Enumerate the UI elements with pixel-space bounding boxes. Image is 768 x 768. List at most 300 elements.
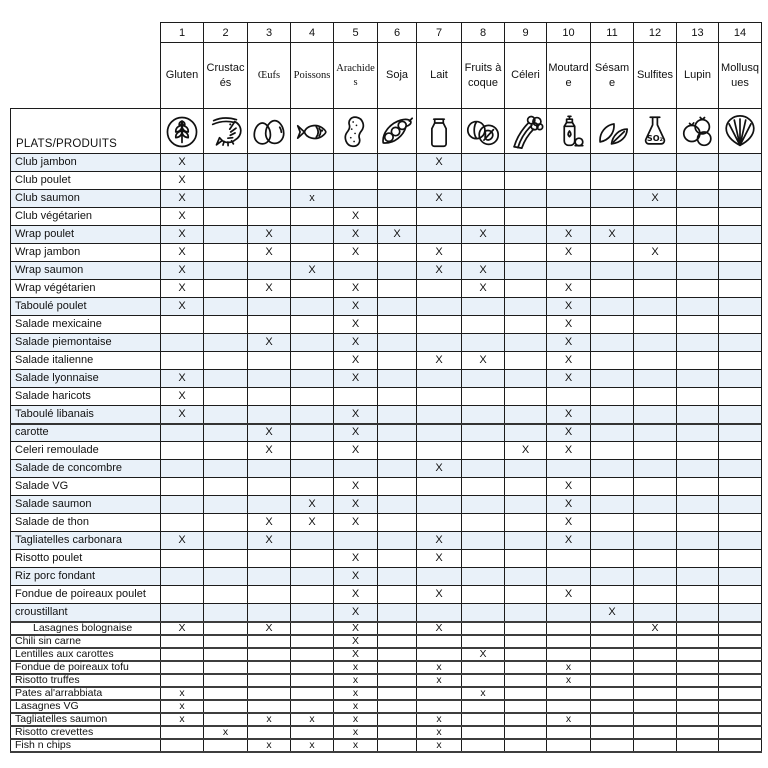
dish-name: Risotto poulet (11, 550, 161, 568)
allergen-cell-3 (248, 550, 291, 568)
allergen-cell-4 (291, 226, 334, 244)
allergen-cell-10 (547, 190, 591, 208)
allergen-cell-9 (505, 352, 547, 370)
allergen-col-10-number: 10 (547, 23, 591, 43)
allergen-cell-14 (719, 190, 762, 208)
allergen-cell-11 (591, 244, 634, 262)
allergen-cell-8 (462, 496, 505, 514)
allergen-cell-13 (677, 622, 719, 635)
allergen-cell-11 (591, 280, 634, 298)
peanut-icon (334, 109, 378, 154)
allergen-cell-13 (677, 687, 719, 700)
allergen-cell-1 (161, 648, 204, 661)
allergen-cell-1 (161, 496, 204, 514)
allergen-mark-5: X (334, 370, 378, 388)
allergen-mark-1: X (161, 262, 204, 280)
allergen-cell-6 (378, 478, 417, 496)
allergen-mark-5: x (334, 700, 378, 713)
allergen-mark-5: X (334, 244, 378, 262)
allergen-mark-4: X (291, 496, 334, 514)
allergen-cell-14 (719, 262, 762, 280)
table-corner-blank (11, 23, 161, 109)
allergen-cell-11 (591, 478, 634, 496)
allergen-mark-7: X (417, 244, 462, 262)
dish-name: Club végétarien (11, 208, 161, 226)
allergen-col-5-label: Arachides (334, 43, 378, 109)
allergen-mark-5: X (334, 604, 378, 622)
allergen-cell-9 (505, 604, 547, 622)
allergen-cell-10 (547, 687, 591, 700)
allergen-mark-5: X (334, 298, 378, 316)
allergen-cell-9 (505, 280, 547, 298)
allergen-cell-5 (334, 262, 378, 280)
dish-name: Taboulé poulet (11, 298, 161, 316)
allergen-cell-1 (161, 635, 204, 648)
allergen-cell-6 (378, 604, 417, 622)
allergen-cell-5 (334, 154, 378, 172)
allergen-cell-2 (204, 661, 248, 674)
dish-row (11, 622, 762, 635)
allergen-cell-3 (248, 262, 291, 280)
allergen-cell-2 (204, 568, 248, 586)
allergen-cell-11 (591, 388, 634, 406)
allergen-cell-1 (161, 514, 204, 532)
allergen-mark-10: X (547, 532, 591, 550)
allergen-mark-3: X (248, 334, 291, 352)
allergen-cell-9 (505, 586, 547, 604)
allergen-cell-13 (677, 604, 719, 622)
allergen-cell-9 (505, 635, 547, 648)
allergen-mark-1: x (161, 700, 204, 713)
allergen-cell-4 (291, 334, 334, 352)
allergen-mark-4: x (291, 739, 334, 752)
allergen-cell-4 (291, 352, 334, 370)
allergen-cell-12 (634, 604, 677, 622)
allergen-cell-8 (462, 604, 505, 622)
allergen-cell-4 (291, 460, 334, 478)
allergen-cell-12 (634, 226, 677, 244)
allergen-cell-7 (417, 635, 462, 648)
allergen-cell-4 (291, 661, 334, 674)
allergen-cell-13 (677, 370, 719, 388)
dish-name: Wrap saumon (11, 262, 161, 280)
allergen-col-6-number: 6 (378, 23, 417, 43)
allergen-cell-11 (591, 316, 634, 334)
allergen-cell-6 (378, 635, 417, 648)
allergen-cell-4 (291, 604, 334, 622)
allergen-cell-10 (547, 154, 591, 172)
allergen-cell-6 (378, 622, 417, 635)
allergen-cell-14 (719, 406, 762, 424)
allergen-cell-4 (291, 442, 334, 460)
allergen-col-9-number: 9 (505, 23, 547, 43)
allergen-cell-5 (334, 190, 378, 208)
allergen-cell-2 (204, 604, 248, 622)
allergen-cell-9 (505, 226, 547, 244)
allergen-col-4-number: 4 (291, 23, 334, 43)
allergen-mark-10: X (547, 424, 591, 442)
allergen-cell-14 (719, 460, 762, 478)
allergen-cell-2 (204, 460, 248, 478)
allergen-col-4-label: Poissons (291, 43, 334, 109)
allergen-col-10-label: Moutarde (547, 43, 591, 109)
allergen-mark-5: X (334, 550, 378, 568)
dish-row (11, 208, 762, 226)
allergen-mark-2: x (204, 726, 248, 739)
dish-row (11, 406, 762, 424)
allergen-cell-13 (677, 739, 719, 752)
allergen-cell-3 (248, 208, 291, 226)
allergen-mark-1: X (161, 208, 204, 226)
allergen-cell-7 (417, 172, 462, 190)
allergen-cell-2 (204, 478, 248, 496)
allergen-cell-2 (204, 700, 248, 713)
allergen-cell-2 (204, 226, 248, 244)
allergen-cell-11 (591, 370, 634, 388)
allergen-cell-12 (634, 635, 677, 648)
allergen-cell-2 (204, 532, 248, 550)
allergen-cell-8 (462, 661, 505, 674)
allergen-cell-13 (677, 406, 719, 424)
allergen-mark-8: X (462, 226, 505, 244)
dish-row (11, 739, 762, 752)
allergen-cell-7 (417, 648, 462, 661)
allergen-cell-1 (161, 316, 204, 334)
allergen-col-6-label: Soja (378, 43, 417, 109)
allergen-mark-10: X (547, 442, 591, 460)
allergen-cell-13 (677, 568, 719, 586)
allergen-cell-2 (204, 496, 248, 514)
allergen-cell-9 (505, 460, 547, 478)
allergen-cell-12 (634, 406, 677, 424)
allergen-cell-2 (204, 352, 248, 370)
allergen-cell-7 (417, 316, 462, 334)
allergen-cell-11 (591, 586, 634, 604)
allergen-cell-13 (677, 244, 719, 262)
allergen-cell-9 (505, 514, 547, 532)
allergen-cell-11 (591, 262, 634, 280)
allergen-mark-4: x (291, 713, 334, 726)
allergen-cell-7 (417, 700, 462, 713)
soybean-pod-icon (378, 109, 417, 154)
allergen-cell-12 (634, 334, 677, 352)
allergen-mark-1: X (161, 388, 204, 406)
allergen-cell-2 (204, 406, 248, 424)
allergen-cell-1 (161, 442, 204, 460)
allergen-cell-6 (378, 713, 417, 726)
dish-row (11, 334, 762, 352)
allergen-col-3-number: 3 (248, 23, 291, 43)
dish-row (11, 586, 762, 604)
allergen-cell-12 (634, 478, 677, 496)
allergen-mark-10: X (547, 586, 591, 604)
allergen-cell-10 (547, 726, 591, 739)
allergen-cell-6 (378, 442, 417, 460)
header-numbers-row (11, 23, 762, 43)
allergen-cell-13 (677, 496, 719, 514)
allergen-cell-6 (378, 262, 417, 280)
dish-name: Lasagnes bolognaise (11, 622, 161, 635)
allergen-cell-7 (417, 478, 462, 496)
allergen-cell-1 (161, 550, 204, 568)
dish-row (11, 460, 762, 478)
allergen-cell-14 (719, 648, 762, 661)
allergen-mark-1: x (161, 713, 204, 726)
allergen-cell-12 (634, 661, 677, 674)
allergen-cell-9 (505, 244, 547, 262)
allergen-cell-14 (719, 208, 762, 226)
milk-bottle-icon (417, 109, 462, 154)
allergen-col-14-label: Mollusques (719, 43, 762, 109)
allergen-cell-7 (417, 298, 462, 316)
dish-row (11, 316, 762, 334)
allergen-cell-1 (161, 460, 204, 478)
allergen-cell-3 (248, 406, 291, 424)
allergen-cell-12 (634, 172, 677, 190)
allergen-cell-14 (719, 478, 762, 496)
allergen-mark-10: X (547, 226, 591, 244)
allergen-cell-8 (462, 388, 505, 406)
allergen-mark-1: X (161, 244, 204, 262)
allergen-mark-1: X (161, 280, 204, 298)
allergen-cell-4 (291, 648, 334, 661)
allergen-cell-8 (462, 442, 505, 460)
allergen-cell-9 (505, 478, 547, 496)
allergen-cell-4 (291, 687, 334, 700)
allergen-cell-2 (204, 635, 248, 648)
allergen-cell-6 (378, 334, 417, 352)
dish-name: Celeri remoulade (11, 442, 161, 460)
allergen-mark-11: X (591, 226, 634, 244)
dish-row (11, 648, 762, 661)
allergen-cell-12 (634, 370, 677, 388)
allergen-mark-3: X (248, 622, 291, 635)
allergen-mark-10: X (547, 496, 591, 514)
dish-name: Salade piemontaise (11, 334, 161, 352)
allergen-cell-3 (248, 635, 291, 648)
allergen-cell-3 (248, 604, 291, 622)
dish-row (11, 244, 762, 262)
allergen-cell-11 (591, 406, 634, 424)
allergen-cell-8 (462, 586, 505, 604)
allergen-cell-6 (378, 687, 417, 700)
allergen-cell-13 (677, 352, 719, 370)
allergen-cell-12 (634, 674, 677, 687)
allergen-mark-7: X (417, 460, 462, 478)
allergen-cell-2 (204, 262, 248, 280)
allergen-cell-2 (204, 687, 248, 700)
dish-name: Salade de thon (11, 514, 161, 532)
allergen-mark-8: x (462, 687, 505, 700)
allergen-cell-4 (291, 478, 334, 496)
allergen-cell-6 (378, 700, 417, 713)
allergen-cell-8 (462, 208, 505, 226)
allergen-cell-13 (677, 478, 719, 496)
allergen-cell-8 (462, 635, 505, 648)
allergen-cell-11 (591, 532, 634, 550)
allergen-cell-2 (204, 586, 248, 604)
allergen-cell-13 (677, 190, 719, 208)
allergen-cell-10 (547, 622, 591, 635)
allergen-cell-14 (719, 622, 762, 635)
allergen-cell-5 (334, 532, 378, 550)
allergen-cell-4 (291, 370, 334, 388)
allergen-cell-1 (161, 352, 204, 370)
allergen-cell-8 (462, 739, 505, 752)
allergen-mark-8: X (462, 352, 505, 370)
allergen-col-11-label: Sésame (591, 43, 634, 109)
scallop-shell-icon (719, 109, 762, 154)
allergen-cell-14 (719, 739, 762, 752)
dish-name: Lasagnes VG (11, 700, 161, 713)
allergen-cell-9 (505, 262, 547, 280)
allergen-mark-3: X (248, 514, 291, 532)
allergen-cell-12 (634, 726, 677, 739)
allergen-mark-12: X (634, 622, 677, 635)
allergen-cell-6 (378, 568, 417, 586)
allergen-cell-10 (547, 568, 591, 586)
allergen-cell-12 (634, 262, 677, 280)
allergen-cell-14 (719, 532, 762, 550)
allergen-cell-10 (547, 550, 591, 568)
allergen-cell-2 (204, 424, 248, 442)
allergen-cell-6 (378, 648, 417, 661)
mustard-bottle-icon (547, 109, 591, 154)
allergen-mark-5: X (334, 334, 378, 352)
lupin-beans-icon (677, 109, 719, 154)
allergen-cell-1 (161, 586, 204, 604)
allergen-cell-3 (248, 460, 291, 478)
dish-name: Chili sin carne (11, 635, 161, 648)
allergen-cell-11 (591, 568, 634, 586)
allergen-cell-7 (417, 687, 462, 700)
allergen-mark-5: X (334, 424, 378, 442)
allergen-cell-13 (677, 514, 719, 532)
allergen-cell-1 (161, 604, 204, 622)
allergen-cell-10 (547, 739, 591, 752)
allergen-cell-1 (161, 424, 204, 442)
dish-row (11, 532, 762, 550)
allergen-cell-12 (634, 442, 677, 460)
allergen-mark-5: X (334, 352, 378, 370)
allergen-cell-14 (719, 674, 762, 687)
allergen-mark-5: X (334, 586, 378, 604)
allergen-cell-7 (417, 406, 462, 424)
allergen-cell-13 (677, 208, 719, 226)
allergen-cell-11 (591, 726, 634, 739)
allergen-cell-9 (505, 208, 547, 226)
allergen-mark-1: X (161, 154, 204, 172)
allergen-cell-6 (378, 674, 417, 687)
allergen-cell-6 (378, 154, 417, 172)
allergen-col-12-label: Sulfites (634, 43, 677, 109)
dish-name: Pates al'arrabbiata (11, 687, 161, 700)
allergen-mark-1: X (161, 172, 204, 190)
allergen-mark-3: x (248, 713, 291, 726)
wheat-gluten-icon (161, 109, 204, 154)
allergen-cell-4 (291, 298, 334, 316)
allergen-cell-6 (378, 586, 417, 604)
allergen-cell-12 (634, 687, 677, 700)
allergen-cell-2 (204, 370, 248, 388)
allergen-cell-9 (505, 661, 547, 674)
allergen-col-1-label: Gluten (161, 43, 204, 109)
dish-name: Salade italienne (11, 352, 161, 370)
allergen-cell-14 (719, 424, 762, 442)
dish-row (11, 388, 762, 406)
allergen-cell-2 (204, 648, 248, 661)
dish-name: Fondue de poireaux poulet (11, 586, 161, 604)
allergen-col-5-number: 5 (334, 23, 378, 43)
dish-row (11, 154, 762, 172)
allergen-mark-10: X (547, 370, 591, 388)
allergen-cell-14 (719, 280, 762, 298)
dish-name: Tagliatelles saumon (11, 713, 161, 726)
plats-produits-header: PLATS/PRODUITS (11, 109, 161, 154)
allergen-mark-3: X (248, 280, 291, 298)
allergen-cell-11 (591, 687, 634, 700)
allergen-cell-8 (462, 316, 505, 334)
allergen-cell-13 (677, 226, 719, 244)
allergen-cell-12 (634, 208, 677, 226)
allergen-cell-9 (505, 496, 547, 514)
allergen-mark-7: X (417, 262, 462, 280)
dish-row (11, 370, 762, 388)
allergen-cell-8 (462, 550, 505, 568)
allergen-cell-9 (505, 424, 547, 442)
allergen-cell-8 (462, 460, 505, 478)
allergen-cell-13 (677, 648, 719, 661)
allergen-cell-8 (462, 532, 505, 550)
allergen-cell-2 (204, 244, 248, 262)
allergen-cell-3 (248, 700, 291, 713)
allergen-cell-8 (462, 713, 505, 726)
dish-name: Wrap végétarien (11, 280, 161, 298)
allergen-cell-4 (291, 244, 334, 262)
allergen-cell-2 (204, 280, 248, 298)
allergen-cell-14 (719, 661, 762, 674)
allergen-cell-4 (291, 726, 334, 739)
allergen-cell-7 (417, 334, 462, 352)
allergen-cell-9 (505, 154, 547, 172)
allergen-cell-3 (248, 478, 291, 496)
dish-name: Riz porc fondant (11, 568, 161, 586)
allergen-cell-14 (719, 496, 762, 514)
allergen-cell-2 (204, 298, 248, 316)
eggs-icon (248, 109, 291, 154)
allergen-col-13-label: Lupin (677, 43, 719, 109)
allergen-cell-9 (505, 370, 547, 388)
allergen-mark-7: x (417, 674, 462, 687)
allergen-cell-3 (248, 154, 291, 172)
allergen-cell-13 (677, 172, 719, 190)
allergen-mark-7: x (417, 739, 462, 752)
dish-name: Fondue de poireaux tofu (11, 661, 161, 674)
allergen-cell-7 (417, 442, 462, 460)
allergen-col-9-label: Céleri (505, 43, 547, 109)
dish-row (11, 700, 762, 713)
allergen-cell-7 (417, 514, 462, 532)
allergen-cell-10 (547, 460, 591, 478)
allergen-cell-10 (547, 635, 591, 648)
allergen-cell-7 (417, 424, 462, 442)
allergen-cell-13 (677, 280, 719, 298)
fish-icon (291, 109, 334, 154)
allergen-cell-4 (291, 208, 334, 226)
allergen-cell-2 (204, 622, 248, 635)
allergen-cell-13 (677, 586, 719, 604)
allergen-cell-3 (248, 661, 291, 674)
